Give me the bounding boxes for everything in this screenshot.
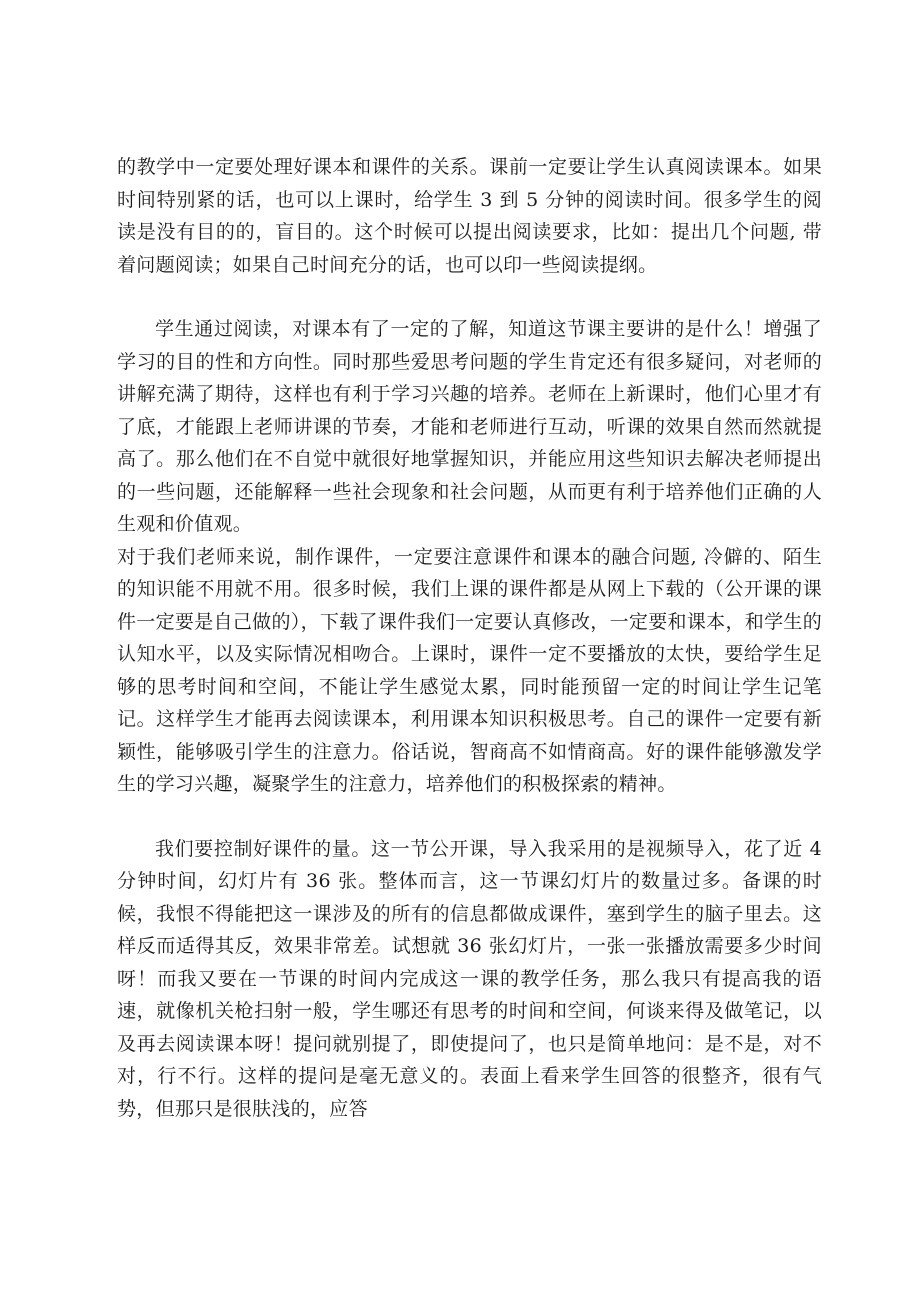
paragraph-2: 学生通过阅读，对课本有了一定的了解，知道这节课主要讲的是什么！增强了学习的目的性和方向性。同时那些爱思考问题的学生肯定还有很多疑问，对老师的讲解充满了期待，这样也有利于学习兴趣的培养。老师在上新课时，他们心里才有了底，才能跟上老师讲课的节奏，才能和老师进行互动，听课的效果自然而然就提高了。那么他们在不自觉中就很好地掌握知识，并能应用这些知识去解决老师提出的一些问题，还能解释一些社会现象和社会问题，从而更有利于培养他们正确的人生观和价值观。 xyxy=(117,318,822,535)
paragraph-gap xyxy=(117,801,822,833)
paragraph-3: 对于我们老师来说，制作课件，一定要注意课件和课本的融合问题, 冷僻的、陌生的知识能不用就不用。很多时候，我们上课的课件都是从网上下载的（公开课的课件一定要是自己做的），下载了课件我们一定要认真修改，一定要和课本，和学生的认知水平，以及实际情况相吻合。上课时，课件一定不要播放的太快，要给学生足够的思考时间和空间，不能让学生感觉太累，同时能预留一定的时间让学生记笔记。这样学生才能再去阅读课本，利用课本知识积极思考。自己的课件一定要有新颖性，能够吸引学生的注意力。俗话说，智商高不如情商高。好的课件能够激发学生的学习兴趣，凝聚学生的注意力，培养他们的积极探索的精神。 xyxy=(117,545,822,795)
paragraph-gap xyxy=(117,281,822,313)
paragraph-1: 的教学中一定要处理好课本和课件的关系。课前一定要让学生认真阅读课本。如果时间特别紧的话，也可以上课时，给学生 3 到 5 分钟的阅读时间。很多学生的阅读是没有目的的，盲目的。这个时候可以提出阅读要求，比如：提出几个问题, 带着问题阅读；如果自己时间充分的话，也可以印一些阅读提纲。 xyxy=(117,156,822,276)
document-body xyxy=(117,151,822,1125)
paragraph-4: 我们要控制好课件的量。这一节公开课，导入我采用的是视频导入，花了近 4 分钟时间，幻灯片有 36 张。整体而言，这一节课幻灯片的数量过多。备课的时候，我恨不得能把这一课涉及的所有的信息都做成课件，塞到学生的脑子里去。这样反而适得其反，效果非常差。试想就 36 张幻灯片，一张一张播放需要多少时间呀！而我又要在一节课的时间内完成这一课的教学任务，那么我只有提高我的语速，就像机关枪扫射一般，学生哪还有思考的时间和空间，何谈来得及做笔记，以及再去阅读课本呀！提问就别提了，即使提问了，也只是简单地问：是不是，对不对，行不行。这样的提问是毫无意义的。表面上看来学生回答的很整齐，很有气势，但那只是很肤浅的，应答 xyxy=(117,837,822,1120)
